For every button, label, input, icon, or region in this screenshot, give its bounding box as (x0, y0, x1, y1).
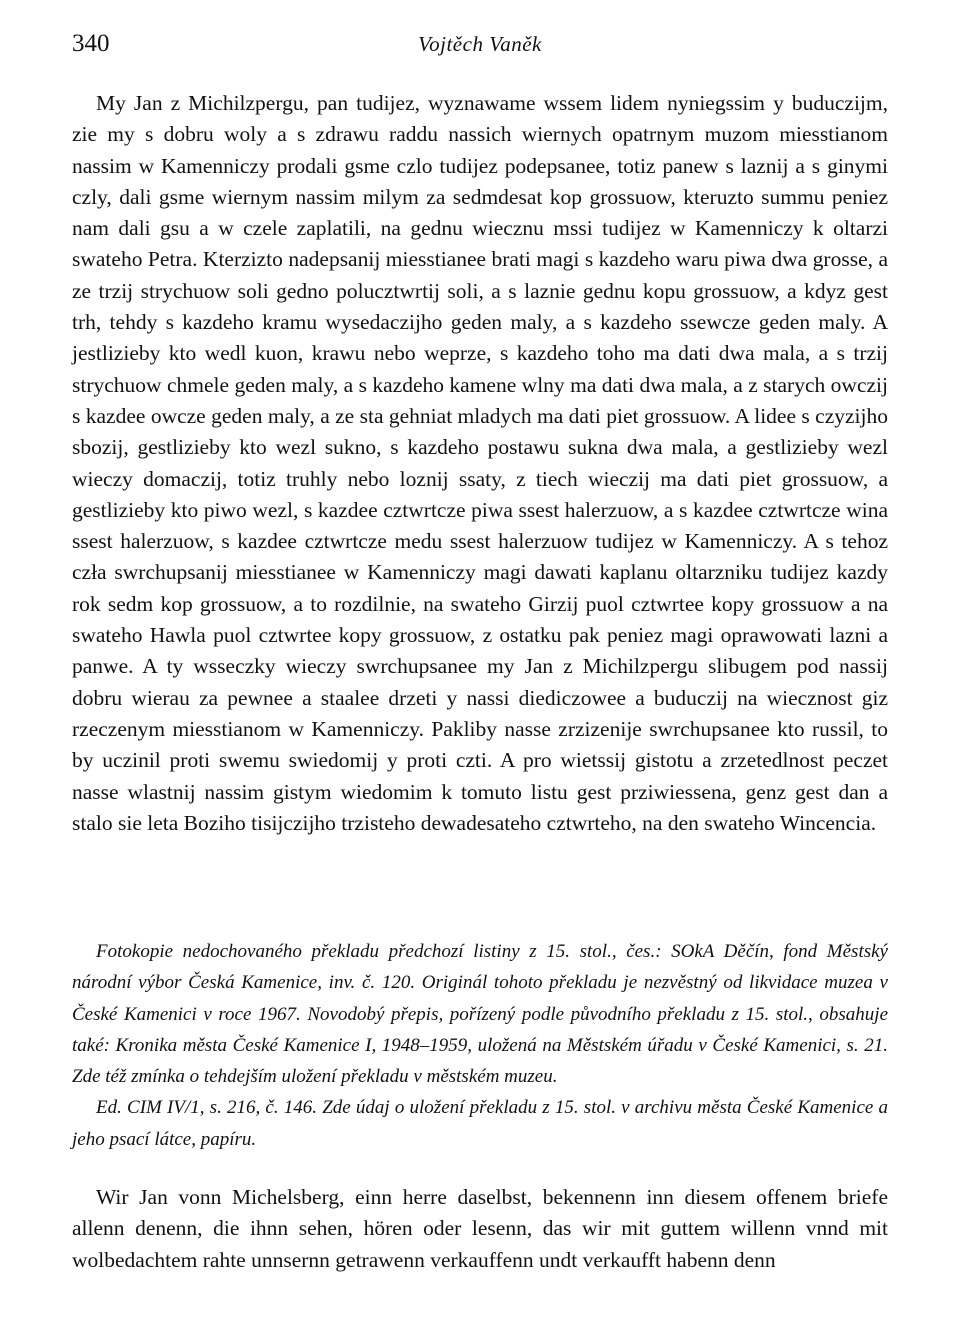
german-charter-text: Wir Jan vonn Michelsberg, einn herre daselbst, bekennenn inn diesem offenem briefe allenn denenn, die ihnn sehen, hören oder lesenn, das wir mit guttem willenn vnnd mit wolbedachtem rahte unnsernn getrawenn verkauffenn undt verkaufft habenn denn (72, 1185, 888, 1272)
page-header (72, 30, 888, 66)
edition-note: Ed. CIM IV/1, s. 216, č. 146. Zde údaj o uložení překladu z 15. stol. v archivu města České Kamenice a jeho psací látce, papíru. (72, 1097, 888, 1150)
archival-note: Fotokopie nedochovaného překladu předchozí listiny z 15. stol., čes.: SOkA Děčín, fond Městský národní výbor Česká Kamenice, inv. č. 120. Originál tohoto překladu je nezvěstný od likvidace muzea v České Kamenici v roce 1967. Novodobý přepis, pořízený podle původního překladu z 15. stol., obsahuje také: Kronika města České Kamenice I, 1948–1959, uložená na Městském úřadu v České Kamenici, s. 21. Zde též zmínka o tehdejším uložení překladu v městském muzeu. (72, 941, 888, 1088)
czech-charter-text: My Jan z Michilzpergu, pan tudijez, wyznawame wssem lidem nyniegssim y buduczijm, zie my s dobru woly a s zdrawu raddu nassich wiernych opatrnym muzom miesstianom nassim w Kamenniczy prodali gsme czlo tudijez podepsanee, totiz panew s laznij a s ginymi czly, dali gsme wiernym nassim milym za sedmdesat kop grossuow, kteruzto summu peniez nam dali gsu a w czele zaplatili, na gednu wiecznu mssi tudijez w Kamenniczy k oltarzi swateho Petra. Kterzizto nadepsanij miesstianee brati magi s kazdeho waru piwa dwa grosse, a ze trzij strychuow soli gedno polucztwrtij soli, a s laznie gednu kopu grossuow, a kdyz gest trh, tehdy s kazdeho kramu wysedaczijho geden maly, a s kazdeho ssewcze geden maly. A jestlizieby kto wedl kuon, krawu nebo weprze, s kazdeho toho ma dati dwa mala, a s trzij strychuow chmele geden maly, a s kazdeho kamene wlny ma dati dwa mala, a z starych owczij s kazdee owcze geden maly, a ze sta gehniat mladych ma dati piet grossuow. A lidee s czyzijho sbozij, gestlizieby kto wezl sukno, s kazdeho postawu sukna dwa mala, a gestlizieby wezl wieczy domaczij, totiz truhly nebo loznij ssaty, z tiech wieczij ma dati piet grossuow, a gestlizieby kto piwo wezl, s kazdee cztwrtcze piwa ssest halerzuow, a s kazdee cztwrtcze wina ssest halerzuow, s kazdee cztwrtcze medu ssest halerzuow tudijez w Kamenniczy. A s tehoz czła swrchupsanij miesstianee w Kamenniczy magi dawati kaplanu oltarzniku tudijez kazdy rok sedm kop grossuow, a to rozdilnie, na swateho Girzij puol cztwrtee kopy grossuow a na swateho Hawla puol cztwrtee kopy grossuow, z ostatku pak peniez magi oprawowati lazni a panwe. A ty wsseczky wieczy swrchupsanee my Jan z Michilzpergu slibugem pod nassij dobru wierau za pewnee a staalee drzeti y nassi diediczowee a buduczij na wiecznost giz rzeczenym miesstianom w Kamenniczy. Pakliby nasse zrzizenije swrchupsanee kto russil, to by uczinil proti swemu swiedomij y proti czti. A pro wietssij gistotu a zrzetedlnost peczet nasse wlastnij nassim gistym wiedomim k tomuto listu gest przіwiessena, genz gest dan a stalo sie leta Boziho tisijczijho trzisteho dewadesateho cztwrteho, na den swateho Wincencia. (72, 91, 888, 835)
editorial-notes (72, 936, 888, 1155)
page-number: 340 (72, 30, 110, 57)
running-head: Vojtěch Vaněk (418, 32, 542, 56)
